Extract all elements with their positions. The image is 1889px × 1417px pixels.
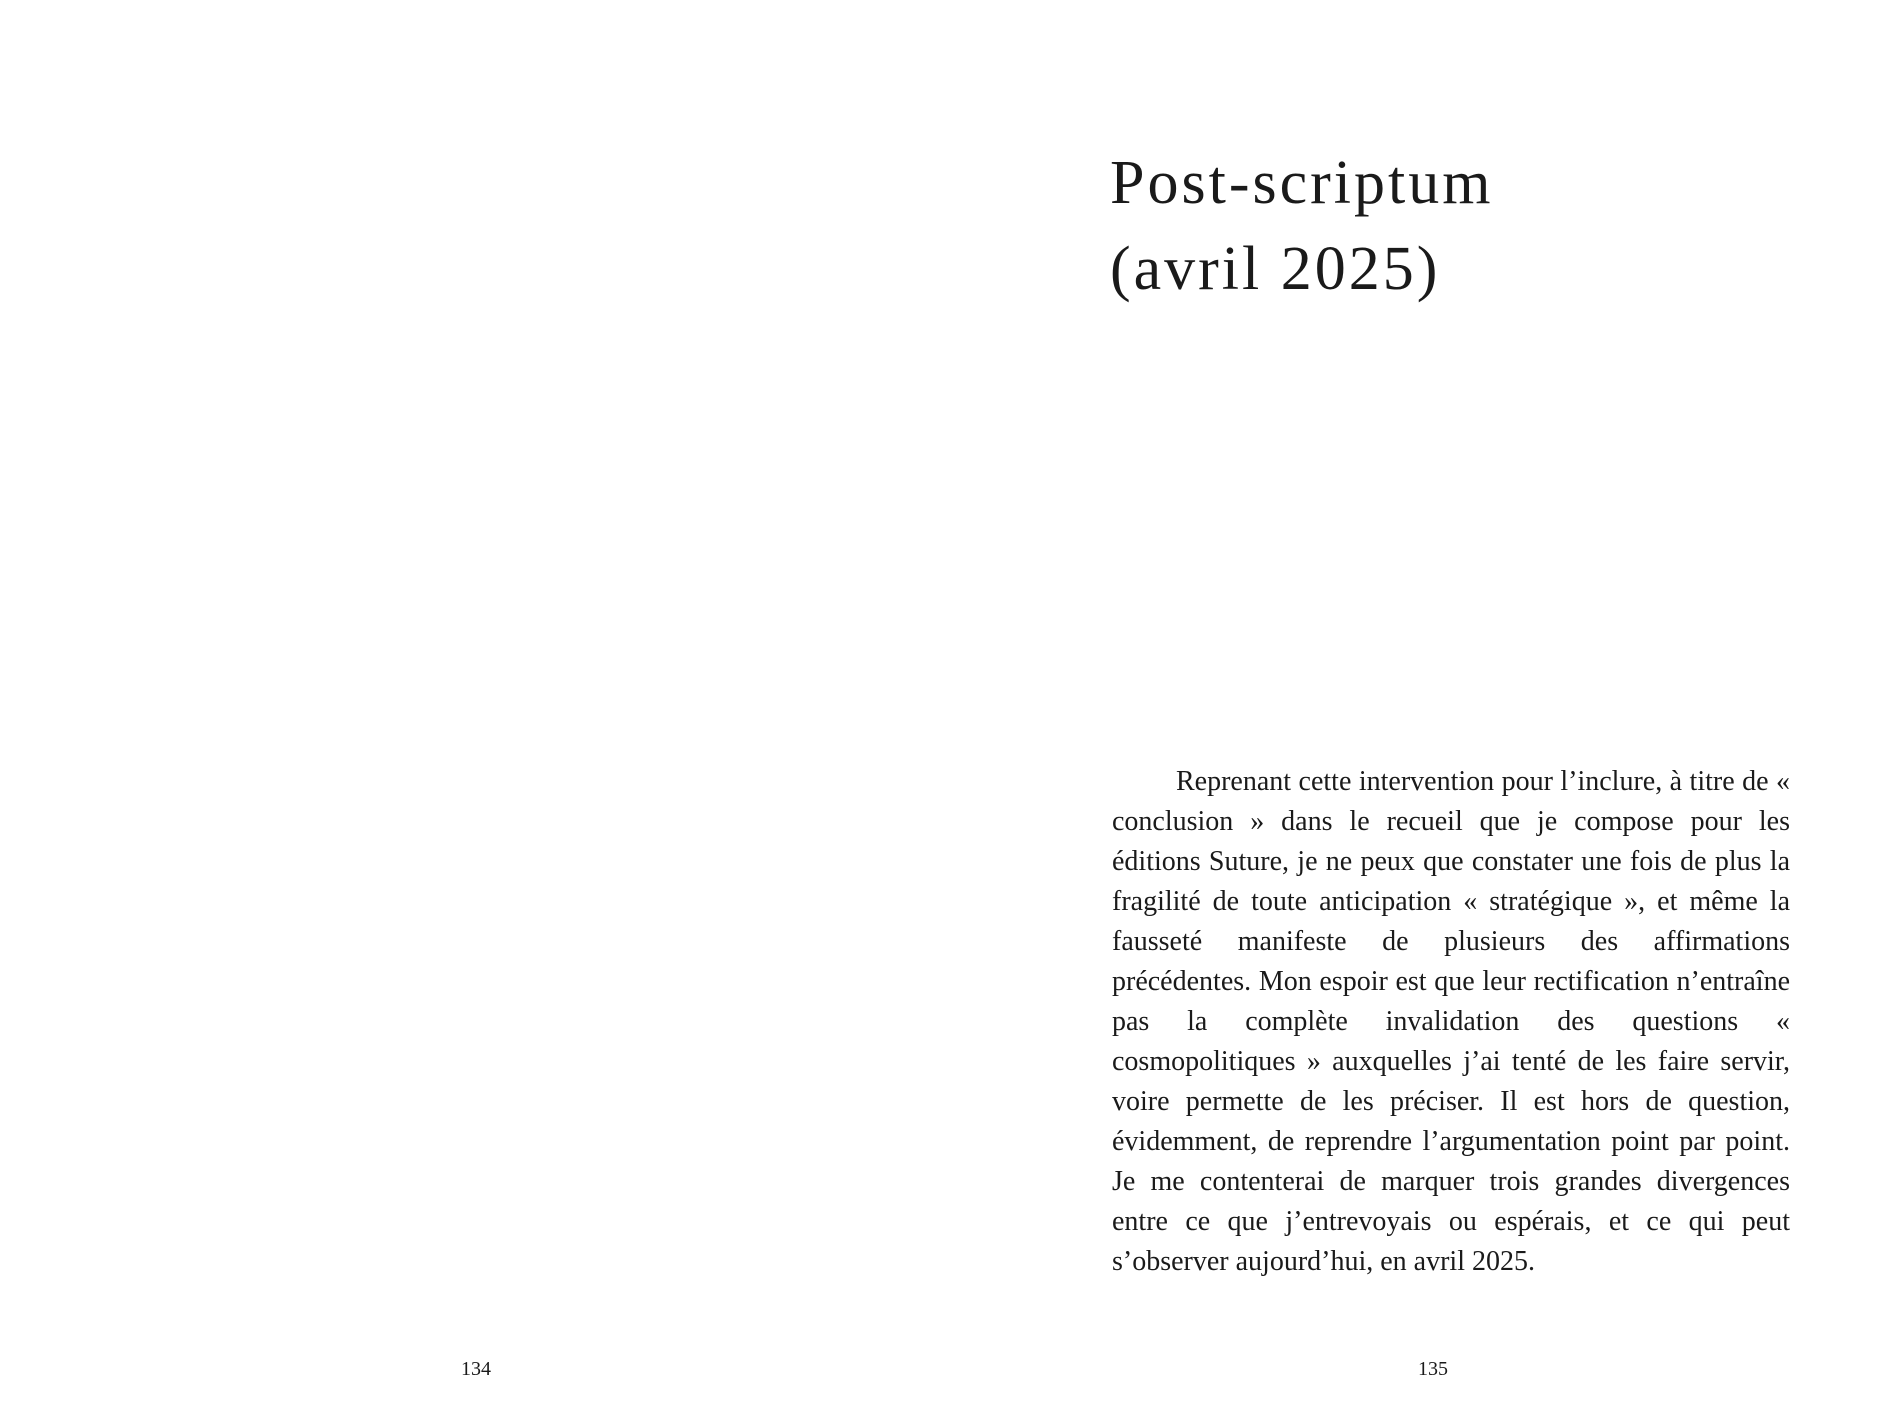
page-number-right: 135: [1418, 1358, 1448, 1380]
left-page: [0, 0, 944, 1417]
body-paragraph: Reprenant cette intervention pour l’inclure, à titre de « conclusion » dans le recueil que je compose pour les éditions Suture, je ne peux que constater une fois de plus la fragilité de toute anticipation « stratégique », et même la fausseté manifeste de plusieurs des affirmations précédentes. Mon espoir est que leur rectification n’entraîne pas la complète invalidation des questions « cosmopolitiques » auxquelles j’ai tenté de les faire servir, voire permette de les préciser. Il est hors de question, évidemment, de reprendre l’argumentation point par point. Je me contenterai de marquer trois grandes divergences entre ce que j’entrevoyais ou espérais, et ce qui peut s’observer aujourd’hui, en avril 2025.: [1112, 766, 1790, 1277]
chapter-title-line-2: (avril 2025): [1110, 235, 1441, 303]
chapter-title: [1110, 140, 1493, 312]
right-page: [944, 0, 1889, 1417]
chapter-title-line-1: Post-scriptum: [1110, 149, 1494, 217]
page-number-left: 134: [461, 1358, 491, 1380]
